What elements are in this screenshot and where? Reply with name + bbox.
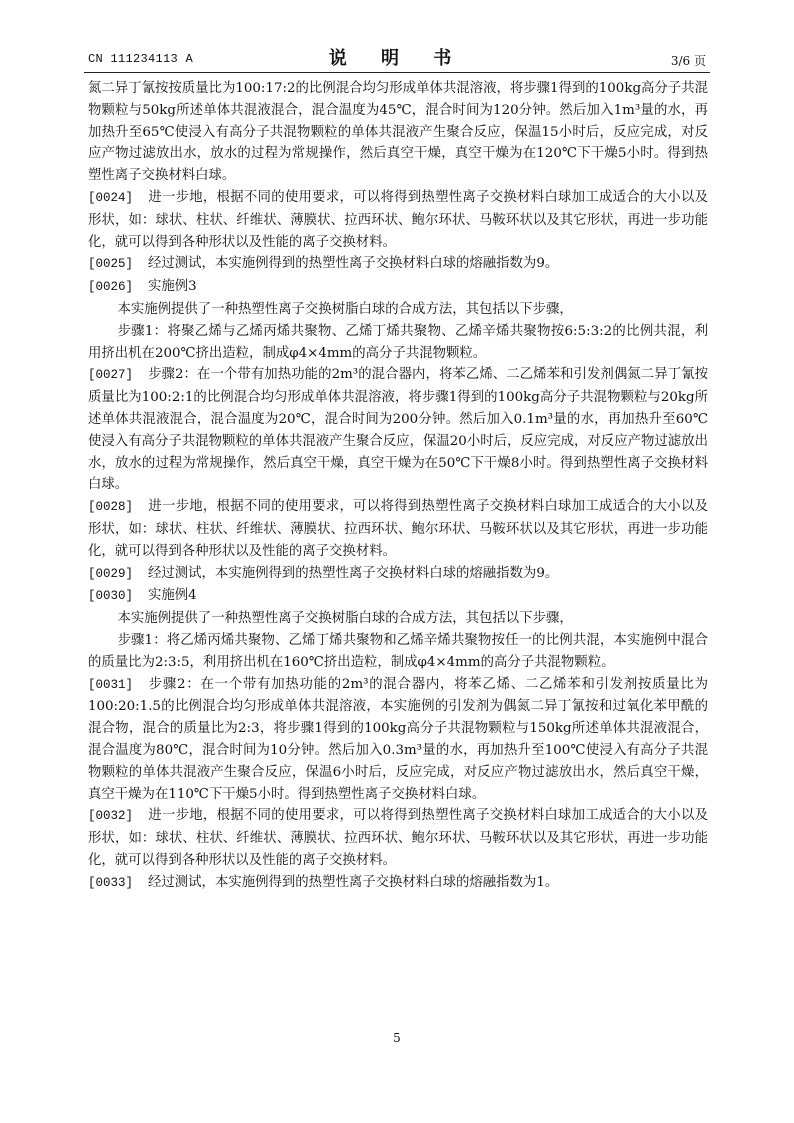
paragraph-number: [0028]: [88, 500, 134, 515]
paragraph: [88, 805, 708, 871]
paragraph: [88, 187, 708, 253]
page-header: [88, 44, 706, 74]
paragraph-text: 实施例3: [148, 279, 197, 295]
paragraph-number: [0026]: [88, 280, 134, 295]
page-number: 5: [393, 1031, 401, 1045]
paragraph: [88, 496, 708, 562]
paragraph-text: 步骤2：在一个带有加热功能的2m³的混合器内，将苯乙烯、二乙烯苯和引发剂按质量比为100:20:1.5的比例混合均匀形成单体共混溶液，本实施例的引发剂为偶氮二异丁氰按和过氧化苯甲酰的混合物，混合的质量比为2:3，将步骤1得到的100kg高分子共混物颗粒与150kg所述单体共混液混合，混合温度为80℃，混合时间为10分钟。然后加入0.3m³量的水，再加热升至100℃使浸入有高分子共混物颗粒的单体共混液产生聚合反应，保温6小时后，反应完成，对反应产物过滤放出水，然后真空干燥，真空干燥为在110℃下干燥5小时。得到热塑性离子交换材料白球。: [88, 676, 708, 802]
paragraph-text: 实施例4: [148, 588, 197, 604]
paragraph-text: 进一步地，根据不同的使用要求，可以将得到热塑性离子交换材料白球加工成适合的大小以及形状，如：球状、柱状、纤维状、薄膜状、拉西环状、鲍尔环状、马鞍环状以及其它形状，再进一步功能化，就可以得到各种形状以及性能的离子交换材料。: [88, 808, 708, 868]
paragraph-text: 本实施例提供了一种热塑性离子交换树脂白球的合成方法，其包括以下步骤，: [117, 611, 573, 627]
paragraph: [88, 630, 708, 674]
paragraph-number: [0024]: [88, 190, 134, 205]
paragraph: [88, 253, 708, 276]
paragraph: [88, 563, 708, 586]
paragraph: [88, 321, 708, 365]
paragraph-text: 经过测试，本实施例得到的热塑性离子交换材料白球的熔融指数为9。: [148, 256, 559, 272]
paragraph: [88, 608, 708, 630]
paragraph-number: [0030]: [88, 589, 134, 604]
paragraph: [88, 585, 708, 608]
paragraph-number: [0027]: [88, 368, 134, 383]
paragraph: [88, 872, 708, 895]
paragraph-text: 经过测试，本实施例得到的热塑性离子交换材料白球的熔融指数为1。: [148, 874, 559, 890]
paragraph-text: 进一步地，根据不同的使用要求，可以将得到热塑性离子交换材料白球加工成适合的大小以及形状，如：球状、柱状、纤维状、薄膜状、拉西环状、鲍尔环状、马鞍环状以及其它形状，再进一步功能化，就可以得到各种形状以及性能的离子交换材料。: [88, 189, 708, 250]
header-rule: [84, 72, 710, 73]
document-body: [88, 78, 708, 894]
paragraph: [88, 299, 708, 321]
paragraph-text: 经过测试，本实施例得到的热塑性离子交换材料白球的熔融指数为9。: [148, 565, 559, 581]
paragraph-text: 氮二异丁氰按按质量比为100:17:2的比例混合均匀形成单体共混溶液，将步骤1得到的100kg高分子共混物颗粒与50kg所述单体共混液混合，混合温度为45℃，混合时间为120分钟。然后加入1m³量的水，再加热升至65℃使浸入有高分子共混物颗粒的单体共混液产生聚合反应，保温15小时后，反应完成，对反应产物过滤放出水，放水的过程为常规操作，然后真空干燥，真空干燥为在120℃下干燥5小时。得到热塑性离子交换材料白球。: [88, 81, 708, 184]
paragraph-number: [0029]: [88, 566, 134, 581]
paragraph-text: 步骤2：在一个带有加热功能的2m³的混合器内，将苯乙烯、二乙烯苯和引发剂偶氮二异丁氰按质量比为100:2:1的比例混合均匀形成单体共混溶液，将步骤1得到的100kg高分子共混物颗粒与20kg所述单体共混液混合，混合温度为20℃，混合时间为200分钟。然后加入0.1m³量的水，再加热升至60℃使浸入有高分子共混物颗粒的单体共混液产生聚合反应，保温20小时后，反应完成，对反应产物过滤放出水，放水的过程为常规操作，然后真空干燥，真空干燥为在50℃下干燥8小时。得到热塑性离子交换材料白球。: [88, 367, 708, 493]
paragraph: [88, 78, 708, 187]
patent-number: CN 111234113 A: [88, 52, 194, 66]
paragraph: [88, 674, 708, 806]
document-title: 说 明 书: [328, 48, 466, 69]
paragraph-number: [0025]: [88, 257, 134, 272]
paragraph-text: 步骤1：将聚乙烯与乙烯丙烯共聚物、乙烯丁烯共聚物、乙烯辛烯共聚物按6:5:3:2的比例共混，利用挤出机在200℃挤出造粒，制成φ4×4mm的高分子共混物颗粒。: [88, 323, 708, 361]
page-indicator: 3/6 页: [670, 54, 706, 68]
paragraph-text: 进一步地，根据不同的使用要求，可以将得到热塑性离子交换材料白球加工成适合的大小以及形状，如：球状、柱状、纤维状、薄膜状、拉西环状、鲍尔环状、马鞍环状以及其它形状，再进一步功能化，就可以得到各种形状以及性能的离子交换材料。: [88, 499, 708, 559]
paragraph: [88, 364, 708, 496]
paragraph-text: 步骤1：将乙烯丙烯共聚物、乙烯丁烯共聚物和乙烯辛烯共聚物按任一的比例共混，本实施例中混合的质量比为2:3:5，利用挤出机在160℃挤出造粒，制成φ4×4mm的高分子共混物颗粒。: [88, 632, 708, 670]
paragraph: [88, 276, 708, 299]
paragraph-number: [0033]: [88, 875, 134, 890]
paragraph-number: [0031]: [88, 677, 134, 692]
paragraph-number: [0032]: [88, 809, 134, 824]
paragraph-text: 本实施例提供了一种热塑性离子交换树脂白球的合成方法，其包括以下步骤，: [117, 301, 573, 317]
